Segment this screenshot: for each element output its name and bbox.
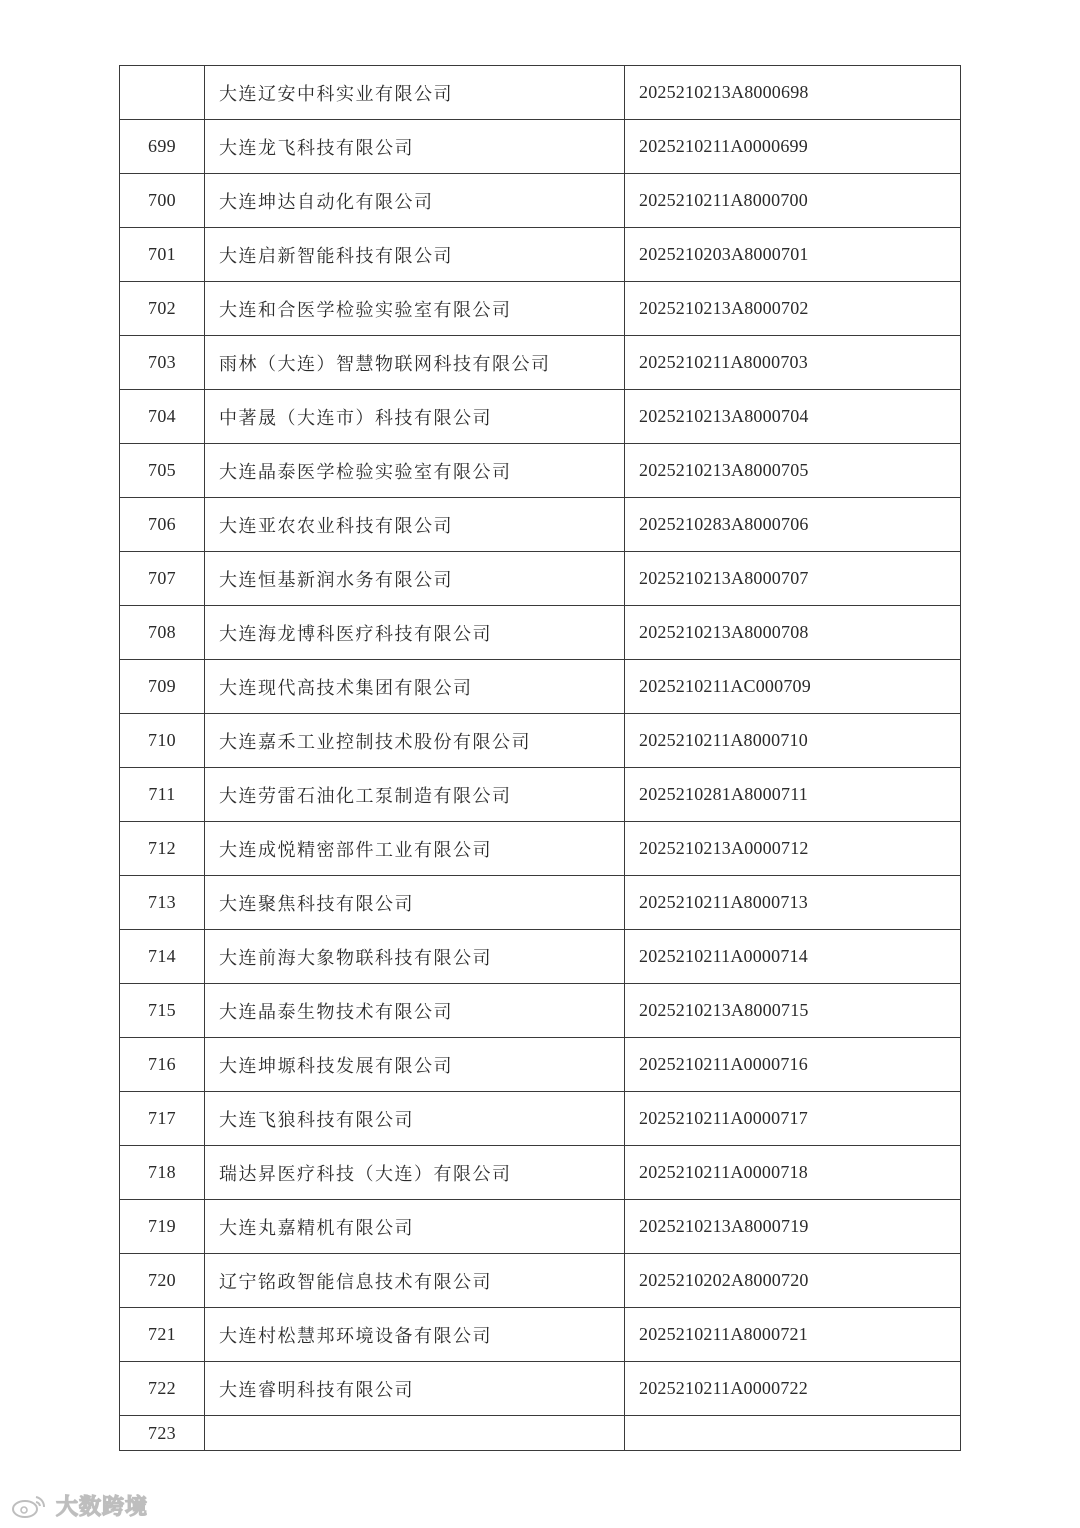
company-name-cell: 中著晟（大连市）科技有限公司 <box>205 390 625 444</box>
row-number-cell: 704 <box>120 390 205 444</box>
row-number-cell: 701 <box>120 228 205 282</box>
company-name-cell: 大连睿明科技有限公司 <box>205 1362 625 1416</box>
row-number-cell: 720 <box>120 1254 205 1308</box>
table-row <box>120 390 961 444</box>
row-number-cell: 712 <box>120 822 205 876</box>
registration-code-cell: 2025210211A0000717 <box>625 1092 961 1146</box>
registration-code-cell: 2025210211A0000716 <box>625 1038 961 1092</box>
registration-code-cell: 2025210211A0000722 <box>625 1362 961 1416</box>
registration-code-cell: 2025210203A8000701 <box>625 228 961 282</box>
row-number-cell: 711 <box>120 768 205 822</box>
table-row <box>120 336 961 390</box>
row-number-cell: 719 <box>120 1200 205 1254</box>
registration-code-cell: 2025210213A8000698 <box>625 66 961 120</box>
registration-code-cell: 2025210213A8000719 <box>625 1200 961 1254</box>
company-name-cell: 大连晶泰生物技术有限公司 <box>205 984 625 1038</box>
weibo-logo-icon <box>10 1493 50 1519</box>
company-name-cell: 大连嘉禾工业控制技术股份有限公司 <box>205 714 625 768</box>
row-number-cell: 714 <box>120 930 205 984</box>
company-name-cell: 大连飞狼科技有限公司 <box>205 1092 625 1146</box>
table-row <box>120 444 961 498</box>
row-number-cell: 716 <box>120 1038 205 1092</box>
row-number-cell: 700 <box>120 174 205 228</box>
registration-code-cell: 2025210211A0000718 <box>625 1146 961 1200</box>
table-row <box>120 606 961 660</box>
company-name-cell: 大连现代高技术集团有限公司 <box>205 660 625 714</box>
table-row <box>120 1200 961 1254</box>
company-name-cell: 大连亚农农业科技有限公司 <box>205 498 625 552</box>
company-name-cell: 大连丸嘉精机有限公司 <box>205 1200 625 1254</box>
table-row <box>120 822 961 876</box>
row-number-cell: 723 <box>120 1416 205 1451</box>
table-row <box>120 930 961 984</box>
company-name-cell: 大连辽安中科实业有限公司 <box>205 66 625 120</box>
row-number-cell: 718 <box>120 1146 205 1200</box>
row-number-cell: 713 <box>120 876 205 930</box>
table-row <box>120 1308 961 1362</box>
company-name-cell: 大连恒基新润水务有限公司 <box>205 552 625 606</box>
row-number-cell: 715 <box>120 984 205 1038</box>
registration-code-cell <box>625 1416 961 1451</box>
company-name-cell: 大连坤塬科技发展有限公司 <box>205 1038 625 1092</box>
registration-code-cell: 2025210211A8000713 <box>625 876 961 930</box>
table-row <box>120 1146 961 1200</box>
table-row <box>120 1362 961 1416</box>
company-name-cell <box>205 1416 625 1451</box>
table-row <box>120 282 961 336</box>
company-name-cell: 大连村松慧邦环境设备有限公司 <box>205 1308 625 1362</box>
table-body <box>120 66 961 1451</box>
registration-code-cell: 2025210211A8000721 <box>625 1308 961 1362</box>
registration-code-cell: 2025210213A8000705 <box>625 444 961 498</box>
company-name-cell: 大连龙飞科技有限公司 <box>205 120 625 174</box>
company-name-cell: 大连海龙博科医疗科技有限公司 <box>205 606 625 660</box>
company-name-cell: 大连聚焦科技有限公司 <box>205 876 625 930</box>
row-number-cell: 703 <box>120 336 205 390</box>
row-number-cell: 717 <box>120 1092 205 1146</box>
row-number-cell: 699 <box>120 120 205 174</box>
registration-code-cell: 2025210213A8000704 <box>625 390 961 444</box>
registration-code-cell: 2025210213A8000702 <box>625 282 961 336</box>
table-row <box>120 498 961 552</box>
company-name-cell: 大连晶泰医学检验实验室有限公司 <box>205 444 625 498</box>
company-name-cell: 瑞达昇医疗科技（大连）有限公司 <box>205 1146 625 1200</box>
table-row <box>120 1416 961 1451</box>
registration-code-cell: 2025210211A8000700 <box>625 174 961 228</box>
watermark-text: 大数跨境 <box>56 1495 149 1520</box>
registration-code-cell: 2025210211A8000703 <box>625 336 961 390</box>
registration-code-cell: 2025210202A8000720 <box>625 1254 961 1308</box>
registration-code-cell: 2025210213A8000715 <box>625 984 961 1038</box>
row-number-cell: 709 <box>120 660 205 714</box>
registration-code-cell: 2025210283A8000706 <box>625 498 961 552</box>
company-registration-table <box>119 65 961 1451</box>
table-row <box>120 1254 961 1308</box>
watermark <box>10 1490 148 1521</box>
company-name-cell: 大连成悦精密部件工业有限公司 <box>205 822 625 876</box>
company-name-cell: 辽宁铭政智能信息技术有限公司 <box>205 1254 625 1308</box>
row-number-cell: 707 <box>120 552 205 606</box>
table-row <box>120 1092 961 1146</box>
company-name-cell: 大连前海大象物联科技有限公司 <box>205 930 625 984</box>
table-row <box>120 174 961 228</box>
registration-code-cell: 2025210211A8000710 <box>625 714 961 768</box>
row-number-cell: 706 <box>120 498 205 552</box>
row-number-cell: 708 <box>120 606 205 660</box>
table-row <box>120 1038 961 1092</box>
table-row <box>120 876 961 930</box>
registration-code-cell: 2025210213A0000712 <box>625 822 961 876</box>
row-number-cell: 722 <box>120 1362 205 1416</box>
company-name-cell: 雨林（大连）智慧物联网科技有限公司 <box>205 336 625 390</box>
table-row <box>120 984 961 1038</box>
registration-code-cell: 2025210211AC000709 <box>625 660 961 714</box>
registration-code-cell: 2025210211A0000699 <box>625 120 961 174</box>
row-number-cell: 721 <box>120 1308 205 1362</box>
company-name-cell: 大连劳雷石油化工泵制造有限公司 <box>205 768 625 822</box>
table-row <box>120 714 961 768</box>
registration-code-cell: 2025210213A8000708 <box>625 606 961 660</box>
row-number-cell: 710 <box>120 714 205 768</box>
company-name-cell: 大连启新智能科技有限公司 <box>205 228 625 282</box>
registration-code-cell: 2025210213A8000707 <box>625 552 961 606</box>
row-number-cell: 702 <box>120 282 205 336</box>
table-row <box>120 768 961 822</box>
table-row <box>120 228 961 282</box>
table-row <box>120 552 961 606</box>
row-number-cell: 705 <box>120 444 205 498</box>
registration-code-cell: 2025210211A0000714 <box>625 930 961 984</box>
table-row <box>120 120 961 174</box>
company-name-cell: 大连坤达自动化有限公司 <box>205 174 625 228</box>
row-number-cell <box>120 66 205 120</box>
registration-code-cell: 2025210281A8000711 <box>625 768 961 822</box>
table-row <box>120 660 961 714</box>
table-row <box>120 66 961 120</box>
company-name-cell: 大连和合医学检验实验室有限公司 <box>205 282 625 336</box>
